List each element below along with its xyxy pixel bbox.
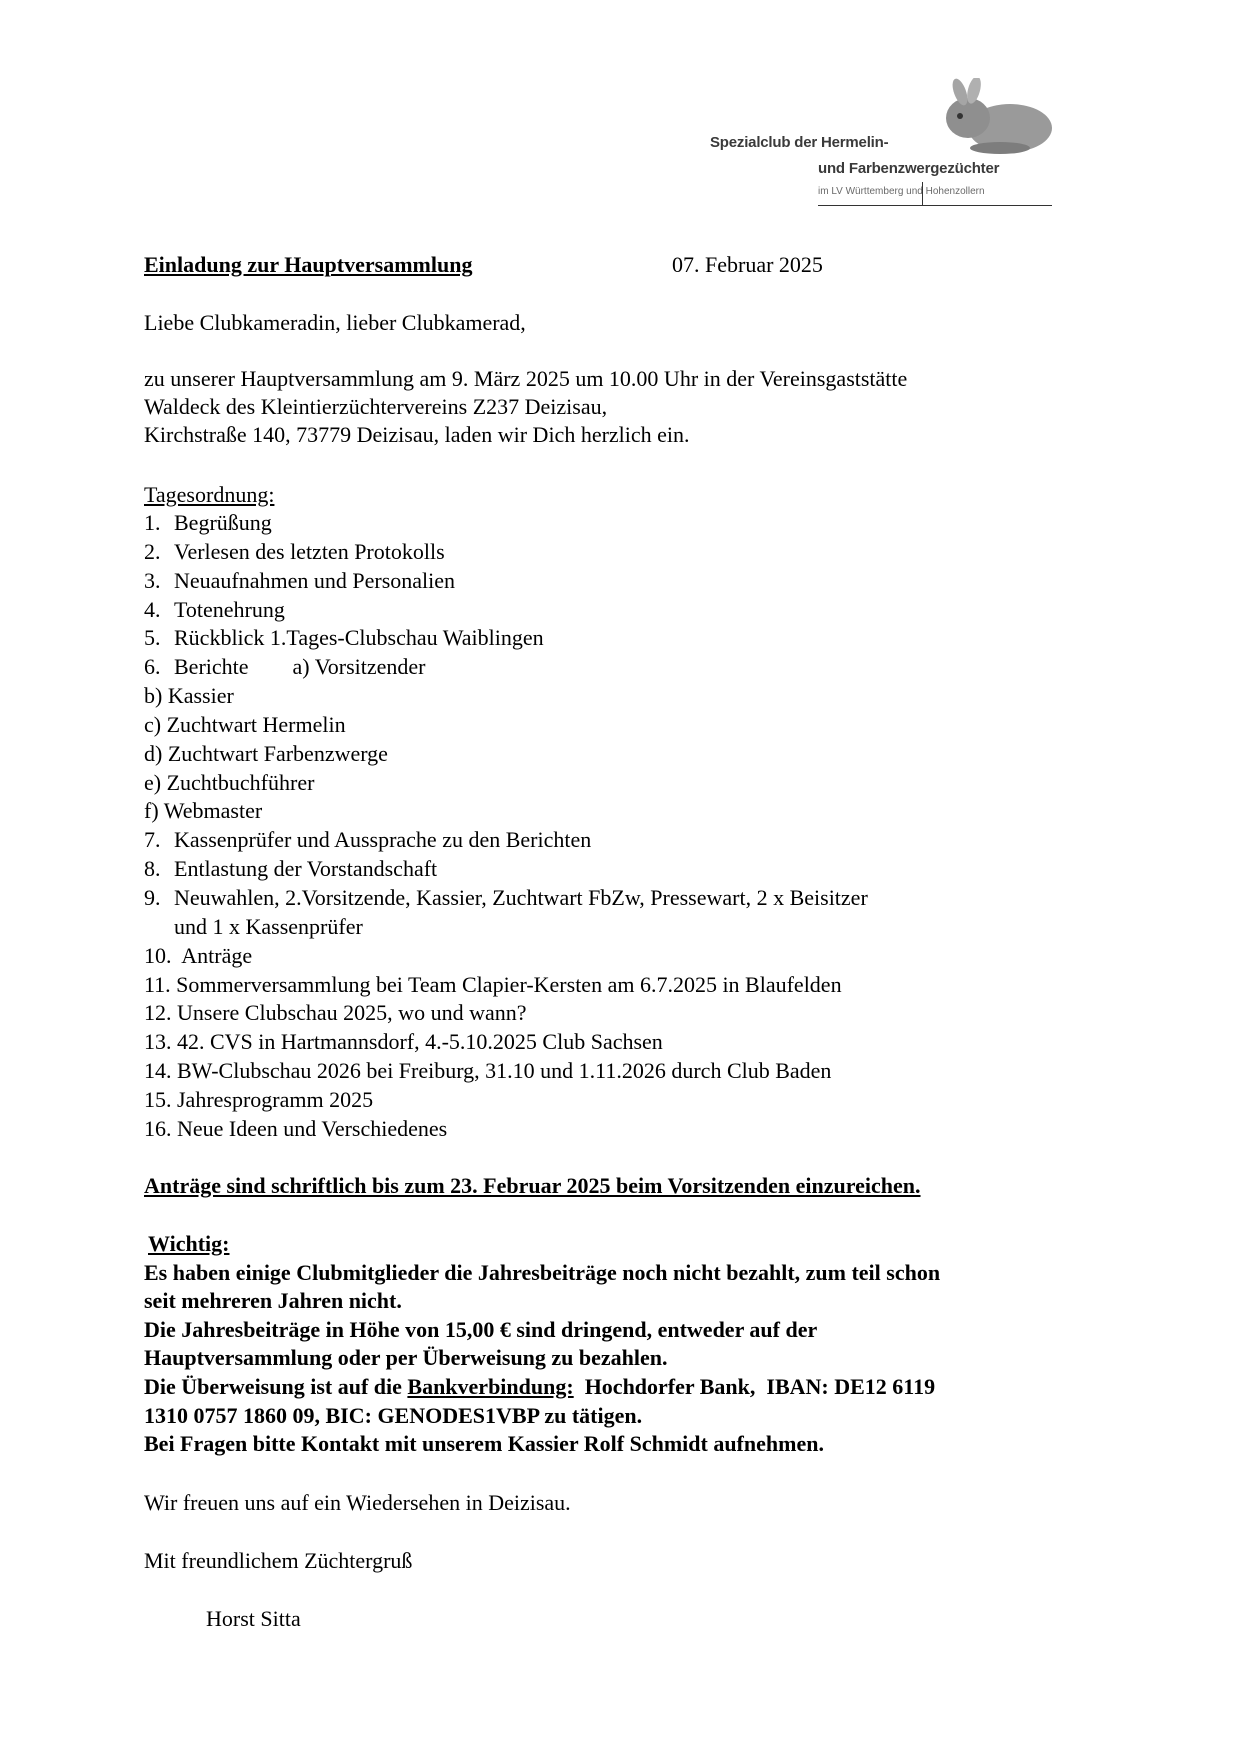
- intro-line: Waldeck des Kleintierzüchtervereins Z237 Deizisau,: [144, 394, 608, 419]
- agenda-item: 11. Sommerversammlung bei Team Clapier-Kersten am 6.7.2025 in Blaufelden: [144, 971, 842, 997]
- agenda-item: 10. Anträge: [144, 942, 253, 968]
- agenda-subitem: c) Zuchtwart Hermelin: [144, 711, 346, 737]
- agenda-item: 15. Jahresprogramm 2025: [144, 1086, 374, 1112]
- important-line: Die Jahresbeiträge in Höhe von 15,00 € sind dringend, entweder auf der: [144, 1316, 818, 1342]
- proposal-deadline: Anträge sind schriftlich bis zum 23. Februar 2025 beim Vorsitzenden einzureichen.: [144, 1173, 921, 1198]
- agenda-subitem: e) Zuchtbuchführer: [144, 769, 315, 795]
- intro-paragraph: [144, 365, 907, 449]
- important-line: seit mehreren Jahren nicht.: [144, 1288, 402, 1314]
- agenda-item: 1. Begrüßung: [144, 510, 272, 535]
- important-line: Es haben einige Clubmitglieder die Jahresbeiträge noch nicht bezahlt, zum teil schon: [144, 1259, 941, 1285]
- letter-title: Einladung zur Hauptversammlung: [144, 252, 473, 277]
- logo-divider-rule: [818, 205, 1052, 206]
- agenda-item: 5. Rückblick 1.Tages-Clubschau Waiblingen: [144, 625, 544, 651]
- intro-line: zu unserer Hauptversammlung am 9. März 2025 um 10.00 Uhr in der Vereinsgaststätte: [144, 366, 908, 391]
- important-heading: Wichtig:: [148, 1231, 230, 1256]
- agenda-item: 2. Verlesen des letzten Protokolls: [144, 538, 445, 564]
- agenda-item: 3. Neuaufnahmen und Personalien: [144, 567, 456, 593]
- agenda-subitem: b) Kassier: [144, 683, 234, 709]
- signature-name: Horst Sitta: [206, 1606, 301, 1631]
- letter-date: 07. Februar 2025: [672, 252, 823, 277]
- agenda-item: 6. Berichte a) Vorsitzender: [144, 654, 426, 680]
- logo-text-region: im LV Württemberg und Hohenzollern: [818, 186, 985, 197]
- agenda-item: 12. Unsere Clubschau 2025, wo und wann?: [144, 1000, 527, 1026]
- important-line: Die Überweisung ist auf die Bankverbindung: Hochdorfer Bank, IBAN: DE12 6119: [144, 1373, 936, 1399]
- agenda-heading: Tagesordnung:: [144, 482, 275, 507]
- club-logo: [700, 78, 1060, 218]
- agenda-item-continuation: und 1 x Kassenprüfer: [174, 913, 363, 939]
- agenda-item: 13. 42. CVS in Hartmannsdorf, 4.-5.10.2025 Club Sachsen: [144, 1029, 663, 1055]
- important-line: Bei Fragen bitte Kontakt mit unserem Kassier Rolf Schmidt aufnehmen.: [144, 1431, 824, 1457]
- important-line: 1310 0757 1860 09, BIC: GENODES1VBP zu tätigen.: [144, 1402, 643, 1428]
- closing-line: Wir freuen uns auf ein Wiedersehen in Deizisau.: [144, 1490, 571, 1515]
- agenda-item: 16. Neue Ideen und Verschiedenes: [144, 1115, 448, 1141]
- rabbit-icon: [930, 78, 1060, 158]
- agenda-item: 4. Totenehrung: [144, 596, 285, 622]
- agenda-list: [144, 509, 868, 1144]
- important-line: Hauptversammlung oder per Überweisung zu bezahlen.: [144, 1345, 668, 1371]
- logo-text-breeders: und Farbenzwergezüchter: [818, 160, 1000, 177]
- agenda-subitem: d) Zuchtwart Farbenzwerge: [144, 740, 388, 766]
- bank-label: Bankverbindung:: [407, 1373, 574, 1399]
- agenda-item: 7. Kassenprüfer und Aussprache zu den Berichten: [144, 827, 592, 853]
- agenda-item: 8. Entlastung der Vorstandschaft: [144, 856, 438, 882]
- agenda-item: 14. BW-Clubschau 2026 bei Freiburg, 31.10 und 1.11.2026 durch Club Baden: [144, 1058, 832, 1084]
- intro-line: Kirchstraße 140, 73779 Deizisau, laden wir Dich herzlich ein.: [144, 422, 690, 447]
- agenda-subitem: f) Webmaster: [144, 798, 263, 824]
- logo-text-club: Spezialclub der Hermelin-: [710, 134, 889, 151]
- closing-salutation: Mit freundlichem Züchtergruß: [144, 1548, 413, 1573]
- greeting: Liebe Clubkameradin, lieber Clubkamerad,: [144, 310, 526, 335]
- logo-divider-tick: [922, 182, 923, 206]
- agenda-item: 9. Neuwahlen, 2.Vorsitzende, Kassier, Zuchtwart FbZw, Pressewart, 2 x Beisitzer: [144, 884, 868, 910]
- important-notice: [144, 1230, 940, 1459]
